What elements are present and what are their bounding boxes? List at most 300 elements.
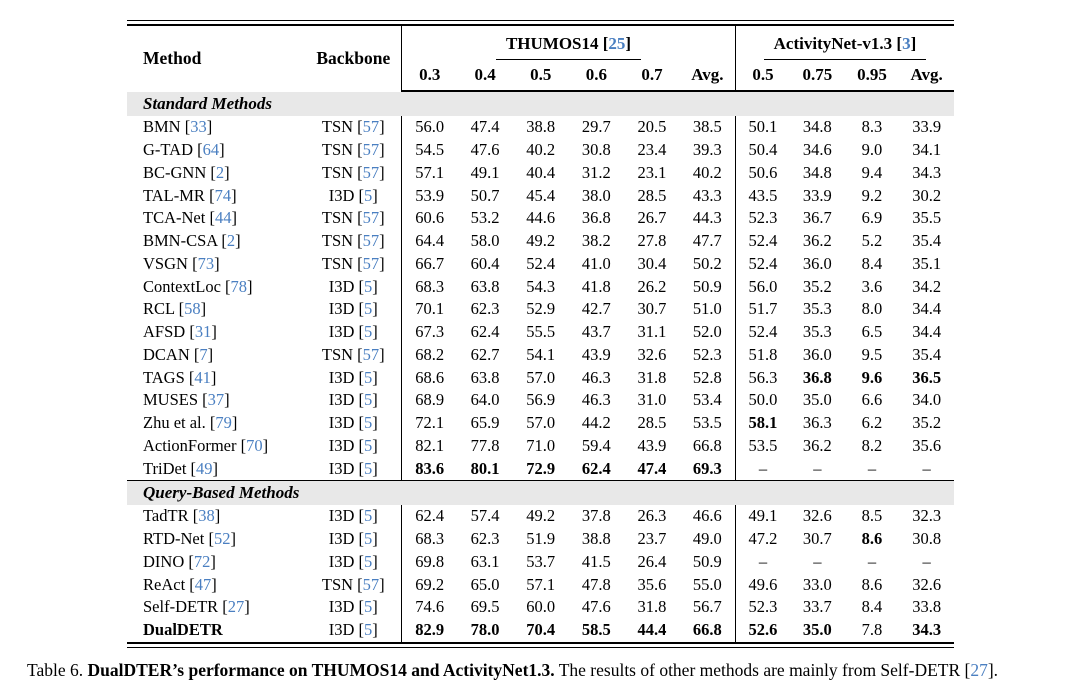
metric-cell: 23.7: [637, 529, 667, 549]
citation-link[interactable]: 73: [197, 253, 215, 273]
metric-cell: 8.6: [861, 529, 883, 549]
metric-cell: 23.1: [637, 162, 667, 182]
metric-cell: 68.3: [402, 275, 458, 298]
backbone-cell: I3D [5]: [328, 458, 378, 478]
metric-cell: 45.4: [526, 185, 556, 205]
metric-cell: 43.9: [637, 435, 667, 455]
metric-cell: 38.0: [581, 185, 611, 205]
metric-cell: 63.8: [470, 367, 500, 387]
metric-cell: 52.4: [735, 253, 790, 276]
metric-cell: 52.3: [735, 207, 790, 230]
metric-cell: 36.2: [802, 231, 832, 251]
metric-cell: 54.5: [402, 139, 458, 162]
citation-link[interactable]: 5: [364, 506, 373, 526]
table-row: [127, 321, 954, 344]
metric-cell: –: [867, 458, 877, 478]
metric-cell: 82.9: [402, 619, 458, 642]
metric-cell: 51.8: [735, 344, 790, 367]
metric-cell: 33.8: [912, 597, 942, 617]
metric-cell: 35.0: [802, 390, 832, 410]
metric-cell: 46.3: [581, 367, 611, 387]
metric-cell: 47.2: [735, 528, 790, 551]
metric-cell: 60.4: [470, 253, 500, 273]
metric-cell: –: [813, 458, 822, 478]
metric-cell: 36.8: [581, 208, 611, 228]
metric-cell: 70.4: [526, 620, 556, 640]
metric-cell: 26.2: [637, 276, 667, 296]
method-cell: DCAN [7]: [143, 344, 214, 364]
citation-link[interactable]: 57: [362, 574, 380, 594]
citation-link[interactable]: 70: [246, 435, 263, 455]
method-cell: AFSD [31]: [143, 322, 217, 342]
column-header-threshold: 0.3: [402, 60, 458, 91]
metric-cell: 5.2: [861, 231, 883, 251]
citation-link[interactable]: 5: [364, 367, 373, 387]
metric-cell: 36.0: [802, 253, 832, 273]
table-row: [127, 551, 954, 574]
metric-cell: 53.2: [470, 208, 500, 228]
column-header-threshold: Avg.: [899, 60, 954, 91]
metric-cell: 51.9: [526, 529, 556, 549]
method-cell: TadTR [38]: [143, 506, 221, 526]
metric-cell: 60.0: [526, 597, 556, 617]
metric-cell: 8.2: [861, 435, 883, 455]
citation-link[interactable]: 25: [608, 34, 626, 53]
metric-cell: 9.5: [861, 344, 883, 364]
metric-cell: 57.1: [402, 162, 458, 185]
metric-cell: 80.1: [470, 458, 500, 478]
metric-cell: –: [735, 457, 790, 480]
metric-cell: 53.5: [692, 413, 722, 433]
column-group-activitynet: ActivityNet-v1.3 [3]: [735, 26, 954, 60]
method-name: DINO: [143, 551, 185, 571]
metric-cell: 67.3: [402, 321, 458, 344]
column-header-threshold: 0.4: [457, 60, 513, 91]
citation-link[interactable]: 57: [362, 117, 380, 137]
citation-link[interactable]: 5: [364, 551, 373, 571]
metric-cell: 32.6: [802, 506, 832, 526]
metric-cell: 57.0: [526, 367, 556, 387]
metric-cell: 62.4: [470, 322, 500, 342]
metric-cell: 34.4: [912, 299, 942, 319]
backbone-cell: TSN [57]: [321, 574, 385, 594]
metric-cell: 35.2: [802, 276, 832, 296]
metric-cell: 51.0: [692, 299, 722, 319]
metric-cell: 38.8: [526, 117, 556, 137]
metric-cell: 6.9: [861, 208, 883, 228]
caption-bold-title: DualDTER’s performance on THUMOS14 and ActivityNet1.3.: [87, 660, 555, 680]
metric-cell: 68.3: [402, 528, 458, 551]
column-header-threshold: Avg.: [680, 60, 736, 91]
citation-link[interactable]: 5: [364, 185, 373, 205]
table-row: [127, 412, 954, 435]
citation-link[interactable]: 57: [362, 208, 380, 228]
method-cell: TAGS [41]: [143, 367, 217, 387]
metric-cell: 49.2: [526, 231, 556, 251]
backbone-cell: TSN [57]: [321, 231, 385, 251]
metric-cell: 78.0: [470, 620, 500, 640]
column-group-thumos14: THUMOS14 [25]: [402, 26, 736, 60]
metric-cell: 30.7: [637, 299, 667, 319]
metric-cell: –: [735, 551, 790, 574]
metric-cell: 49.2: [526, 506, 556, 526]
metric-cell: 36.7: [802, 208, 832, 228]
table-row: [127, 298, 954, 321]
method-name: MUSES: [143, 390, 199, 410]
backbone-cell: I3D [5]: [328, 551, 378, 571]
metric-cell: 31.1: [637, 322, 667, 342]
method-cell: RTD-Net [52]: [143, 529, 236, 549]
backbone-cell: I3D [5]: [328, 185, 378, 205]
metric-cell: 43.7: [581, 322, 611, 342]
table-row: [127, 528, 954, 551]
table-row: [127, 162, 954, 185]
metric-cell: 31.8: [637, 367, 667, 387]
metric-cell: 9.6: [861, 367, 883, 387]
citation-link[interactable]: 5: [364, 458, 373, 478]
metric-cell: 38.2: [581, 231, 611, 251]
table-row: [127, 207, 954, 230]
method-name: Self-DETR: [143, 597, 219, 617]
column-header-method: Method: [143, 48, 202, 68]
metric-cell: 8.0: [861, 299, 883, 319]
metric-cell: 47.6: [470, 140, 500, 160]
table-row: [127, 366, 954, 389]
method-name: VSGN: [143, 253, 188, 273]
metric-cell: 33.7: [802, 597, 832, 617]
metric-cell: 50.1: [735, 116, 790, 139]
citation-link[interactable]: 5: [364, 322, 373, 342]
backbone-cell: I3D [5]: [328, 367, 378, 387]
citation-link[interactable]: 5: [364, 435, 373, 455]
caption-prefix: Table 6.: [27, 660, 84, 680]
citation-link[interactable]: 57: [362, 344, 380, 364]
citation-link[interactable]: 3: [902, 34, 911, 53]
method-name: TadTR: [143, 506, 189, 526]
metric-cell: 52.9: [526, 299, 556, 319]
metric-cell: 34.2: [912, 276, 942, 296]
backbone-cell: I3D [5]: [328, 390, 378, 410]
backbone-cell: I3D [5]: [328, 529, 378, 549]
backbone-cell: I3D [5]: [328, 620, 378, 640]
metric-cell: 62.3: [470, 299, 500, 319]
metric-cell: 6.2: [861, 413, 883, 433]
metric-cell: 60.6: [402, 207, 458, 230]
metric-cell: 74.6: [402, 596, 458, 619]
metric-cell: 30.2: [912, 185, 942, 205]
citation-link[interactable]: 5: [364, 390, 373, 410]
citation-link[interactable]: 44: [214, 208, 232, 228]
metric-cell: 44.4: [637, 620, 667, 640]
table-row: [127, 596, 954, 619]
metric-cell: 68.9: [402, 389, 458, 412]
column-header-threshold: 0.95: [845, 60, 900, 91]
citation-link[interactable]: 5: [364, 620, 373, 640]
metric-cell: 70.1: [402, 298, 458, 321]
metric-cell: 51.7: [735, 298, 790, 321]
table-row: [127, 184, 954, 207]
metric-cell: 64.4: [402, 230, 458, 253]
citation-link[interactable]: 2: [215, 162, 225, 182]
metric-cell: 47.7: [692, 231, 722, 251]
metric-cell: 34.0: [912, 390, 942, 410]
citation-link[interactable]: 57: [362, 140, 380, 160]
citation-link[interactable]: 2: [226, 231, 236, 251]
metric-cell: 34.8: [802, 117, 832, 137]
metric-cell: 3.6: [861, 276, 883, 296]
metric-cell: 8.3: [861, 117, 883, 137]
metric-cell: 23.4: [637, 140, 667, 160]
method-cell: BMN [33]: [143, 117, 213, 137]
backbone-cell: TSN [57]: [321, 208, 385, 228]
citation-link[interactable]: 79: [215, 413, 232, 433]
metric-cell: 47.4: [470, 117, 500, 137]
metric-cell: 83.6: [402, 457, 458, 480]
metric-cell: 63.8: [470, 276, 500, 296]
metric-cell: 8.4: [861, 253, 883, 273]
backbone-cell: TSN [57]: [321, 117, 385, 137]
metric-cell: 30.8: [912, 529, 942, 549]
method-name: AFSD: [143, 322, 186, 342]
method-name: TCA-Net: [143, 208, 206, 228]
metric-cell: 50.0: [735, 389, 790, 412]
method-cell: ActionFormer [70]: [143, 435, 269, 455]
citation-link[interactable]: 57: [362, 162, 380, 182]
backbone-cell: TSN [57]: [321, 344, 385, 364]
metric-cell: 57.4: [470, 506, 500, 526]
metric-cell: 49.6: [735, 573, 790, 596]
column-header-threshold: 0.75: [790, 60, 845, 91]
metric-cell: 59.4: [581, 435, 611, 455]
citation-link[interactable]: 27: [970, 660, 988, 680]
method-cell: BMN-CSA [2]: [143, 231, 241, 251]
metric-cell: 50.9: [692, 551, 722, 571]
metric-cell: –: [922, 458, 931, 478]
metric-cell: 40.2: [692, 162, 722, 182]
metric-cell: 9.4: [861, 162, 883, 182]
method-name: ReAct: [143, 574, 186, 594]
column-header-backbone: Backbone: [316, 48, 391, 68]
metric-cell: 41.5: [581, 551, 611, 571]
metric-cell: 71.0: [526, 435, 556, 455]
citation-link[interactable]: 74: [214, 185, 232, 205]
metric-cell: 56.0: [402, 116, 458, 139]
metric-cell: 41.0: [581, 253, 611, 273]
metric-cell: 62.4: [402, 505, 458, 528]
metric-cell: 53.9: [402, 184, 458, 207]
metric-cell: 77.8: [470, 435, 500, 455]
metric-cell: 37.8: [581, 506, 611, 526]
method-name: DualDETR: [143, 620, 223, 640]
citation-link[interactable]: 33: [190, 117, 207, 137]
metric-cell: 47.8: [581, 574, 611, 594]
metric-cell: 66.8: [692, 435, 722, 455]
metric-cell: 32.3: [912, 506, 942, 526]
metric-cell: 54.3: [526, 276, 556, 296]
metric-cell: 50.9: [692, 276, 722, 296]
citation-link[interactable]: 5: [364, 299, 373, 319]
backbone-cell: TSN [57]: [321, 140, 385, 160]
metric-cell: 43.5: [735, 184, 790, 207]
metric-cell: 8.6: [861, 574, 883, 594]
metric-cell: 35.3: [802, 322, 832, 342]
citation-link[interactable]: 37: [207, 390, 225, 410]
section-title: Standard Methods: [127, 91, 954, 116]
metric-cell: 52.3: [735, 596, 790, 619]
citation-link[interactable]: 31: [194, 322, 212, 342]
section-header-row: [127, 91, 954, 116]
metric-cell: 53.4: [692, 390, 722, 410]
method-cell: Zhu et al. [79]: [143, 413, 238, 433]
metric-cell: 28.5: [637, 413, 667, 433]
citation-link[interactable]: 78: [230, 276, 248, 296]
metric-cell: 9.2: [861, 185, 883, 205]
citation-link[interactable]: 5: [364, 529, 373, 549]
method-cell: ContextLoc [78]: [143, 276, 253, 296]
metric-cell: 68.6: [402, 366, 458, 389]
metric-cell: 32.6: [637, 344, 667, 364]
metric-cell: 36.3: [802, 413, 832, 433]
metric-cell: 9.0: [861, 140, 883, 160]
method-cell: TAL-MR [74]: [143, 185, 237, 205]
metric-cell: 38.5: [692, 117, 722, 137]
metric-cell: 50.4: [735, 139, 790, 162]
metric-cell: 55.5: [526, 322, 556, 342]
metric-cell: 41.8: [581, 276, 611, 296]
group-thumos14-label: THUMOS14: [505, 34, 599, 53]
metric-cell: –: [813, 551, 822, 571]
method-name: BC-GNN: [143, 162, 207, 182]
citation-link[interactable]: 57: [362, 231, 380, 251]
metric-cell: 57.1: [526, 574, 556, 594]
citation-link[interactable]: 64: [202, 140, 220, 160]
method-cell: RCL [58]: [143, 299, 207, 319]
method-name: DCAN: [143, 344, 190, 364]
metric-cell: 27.8: [637, 231, 667, 251]
metric-cell: 56.7: [692, 597, 722, 617]
metric-cell: 52.8: [692, 367, 722, 387]
metric-cell: 36.5: [912, 367, 942, 387]
column-header-threshold: 0.5: [513, 60, 569, 91]
metric-cell: 43.9: [581, 344, 611, 364]
method-cell: BC-GNN [2]: [143, 162, 230, 182]
metric-cell: 62.7: [470, 344, 500, 364]
table-row: [127, 139, 954, 162]
citation-link[interactable]: 41: [194, 367, 211, 387]
metric-cell: 57.0: [526, 413, 556, 433]
method-cell: TriDet [49]: [143, 458, 219, 478]
metric-cell: 35.2: [912, 413, 942, 433]
metric-cell: 58.5: [581, 620, 611, 640]
metric-cell: 8.5: [861, 506, 883, 526]
metric-cell: 35.6: [637, 574, 667, 594]
metric-cell: 82.1: [402, 435, 458, 458]
citation-link[interactable]: 5: [364, 413, 373, 433]
metric-cell: 44.6: [526, 208, 556, 228]
metric-cell: 72.1: [402, 412, 458, 435]
metric-cell: 8.4: [861, 597, 883, 617]
metric-cell: 35.3: [802, 299, 832, 319]
metric-cell: 47.6: [581, 597, 611, 617]
metric-cell: 66.7: [402, 253, 458, 276]
metric-cell: 31.8: [637, 597, 667, 617]
metric-cell: 52.0: [692, 322, 722, 342]
citation-link[interactable]: 5: [364, 597, 373, 617]
table-row: [127, 505, 954, 528]
metric-cell: 33.9: [802, 185, 832, 205]
metric-cell: 44.3: [692, 208, 722, 228]
citation-link[interactable]: 7: [199, 344, 208, 364]
backbone-cell: TSN [57]: [321, 162, 385, 182]
citation-link[interactable]: 52: [213, 529, 231, 549]
method-cell: DINO [72]: [143, 551, 216, 571]
method-name: RTD-Net: [143, 529, 205, 549]
metric-cell: 50.2: [692, 253, 722, 273]
metric-cell: 26.3: [637, 506, 667, 526]
citation-link[interactable]: 47: [194, 574, 212, 594]
table-row: [127, 275, 954, 298]
caption-body: The results of other methods are mainly from Self-DETR [: [558, 660, 971, 680]
citation-link[interactable]: 38: [198, 506, 215, 526]
citation-link[interactable]: 49: [196, 458, 213, 478]
method-name: TAL-MR: [143, 185, 205, 205]
metric-cell: 35.4: [912, 344, 942, 364]
metric-cell: 49.0: [692, 529, 722, 549]
metric-cell: 7.8: [861, 620, 883, 640]
metric-cell: 35.4: [912, 231, 942, 251]
backbone-cell: I3D [5]: [328, 322, 378, 342]
citation-link[interactable]: 72: [193, 551, 211, 571]
method-cell: TCA-Net [44]: [143, 208, 237, 228]
results-table: [127, 26, 954, 642]
metric-cell: 34.6: [802, 140, 832, 160]
metric-cell: 28.5: [637, 185, 667, 205]
metric-cell: 6.5: [861, 322, 883, 342]
metric-cell: 30.8: [581, 140, 611, 160]
table-row: [127, 230, 954, 253]
citation-link[interactable]: 27: [227, 597, 245, 617]
metric-cell: 52.4: [735, 321, 790, 344]
citation-link[interactable]: 57: [362, 253, 380, 273]
metric-cell: 64.0: [470, 390, 500, 410]
table-row: [127, 435, 954, 458]
citation-link[interactable]: 58: [184, 299, 201, 319]
metric-cell: –: [867, 551, 877, 571]
method-name: G-TAD: [143, 140, 193, 160]
header-group-row: [127, 26, 954, 60]
section-header-row: [127, 481, 954, 506]
metric-cell: 30.4: [637, 253, 667, 273]
metric-cell: 68.2: [402, 344, 458, 367]
table-bottom-rule: [127, 642, 954, 648]
table-row: [127, 619, 954, 642]
method-cell: Self-DETR [27]: [143, 597, 250, 617]
metric-cell: 42.7: [581, 299, 611, 319]
method-cell: [127, 619, 305, 642]
method-name: ActionFormer: [143, 435, 237, 455]
metric-cell: 65.9: [470, 413, 500, 433]
method-cell: MUSES [37]: [143, 390, 230, 410]
metric-cell: 6.6: [861, 390, 883, 410]
metric-cell: 36.2: [802, 435, 832, 455]
metric-cell: 33.0: [802, 574, 832, 594]
metric-cell: 35.1: [912, 253, 942, 273]
section-title: Query-Based Methods: [127, 481, 954, 506]
metric-cell: 30.7: [802, 529, 832, 549]
citation-link[interactable]: 5: [364, 276, 373, 296]
metric-cell: 50.7: [470, 185, 500, 205]
metric-cell: 55.0: [692, 574, 722, 594]
